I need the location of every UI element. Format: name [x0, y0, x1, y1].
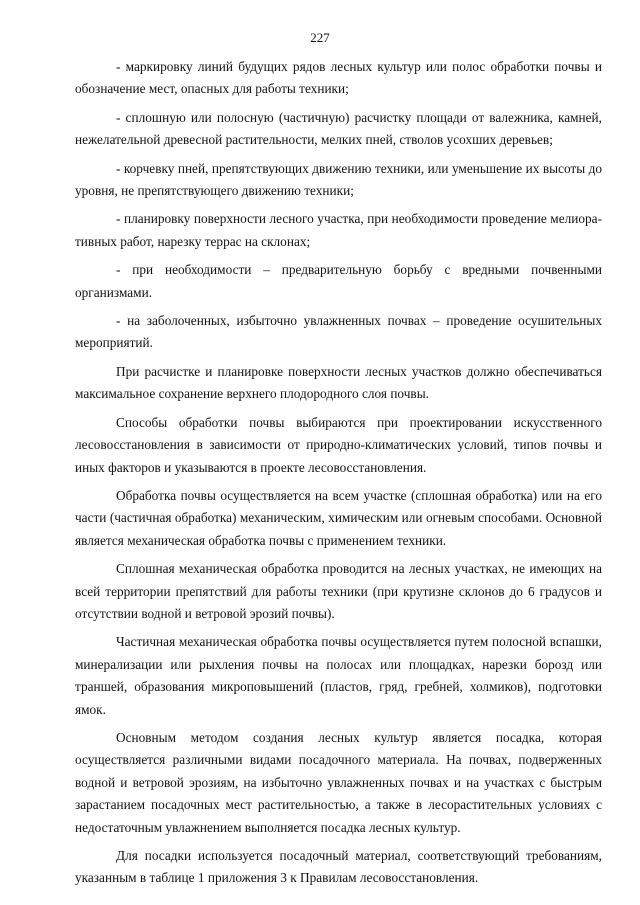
paragraph-tillage-types: Обработка почвы осуществляется на всем участке (сплошная обработка) или на его части (частичная обработка) механическим, химическим или огневым способами. Основной является механическая обработка почвы с применением техники.: [75, 487, 602, 548]
paragraph-partial-tillage: Частичная механическая обработка почвы осуществляется путем полосной вспашки, минерализации или рыхления почвы на полосах или площадках, нарезки борозд или траншей, образования микроповышений (пластов, гряд, гребней, холмиков), подготовки ямок.: [75, 634, 602, 717]
paragraph-continuous-tillage: Сплошная механическая обработка проводится на лесных участках, не имеющих на всей территории препятствий для работы техники (при крутизне склонов до 6 градусов и отсутствии водной и ветровой эрозий почвы).: [75, 561, 602, 621]
paragraph-tillage-methods: Способы обработки почвы выбираются при проектировании искусственного лесовосстановления в зависимости от природно-климатических условий, типов почвы и иных факторов и указываются в проекте лесовосстановления.: [75, 414, 602, 475]
list-item-clearing: - сплошную или полосную (частичную) расчистку площади от валежника, камней, нежелательной древесной растительности, мелких пней, стволов усохших деревьев;: [75, 109, 602, 148]
list-item-surface-planning: - планировку поверхности лесного участка, при необходимости проведение мелиоративных работ, нарезку террас на склонах;: [75, 211, 602, 249]
list-item-drainage: - на заболоченных, избыточно увлажненных почвах – проведение осушительных мероприятий.: [75, 313, 602, 351]
paragraph-topsoil-preservation: При расчистке и планировке поверхности лесных участков должно обеспечиваться максимальное сохранение верхнего плодородного слоя почвы.: [75, 363, 602, 402]
paragraph-planting-material: Для посадки используется посадочный материал, соответствующий требованиям, указанным в таблице 1 приложения 3 к Правилам лесовосстановления.: [75, 848, 602, 886]
list-item-stump-removal: - корчевку пней, препятствующих движению техники, или уменьшение их высоты до уровня, не препятствующего движению техники;: [75, 160, 602, 199]
list-item-pest-control: - при необходимости – предварительную борьбу с вредными почвенными организмами.: [75, 262, 602, 300]
paragraph-planting-method: Основным методом создания лесных культур является посадка, которая осуществляется различными видами посадочного материала. На почвах, подверженных водной и ветровой эрозиям, на избыточно увлажненных почвах и на участках с быстрым зарастанием посадочных мест растительностью, а также в лесорастительных условиях с недостаточным увлажнением выполняется посадка лесных культур.: [75, 729, 602, 835]
document-body: [75, 56, 602, 896]
list-item-marking: - маркировку линий будущих рядов лесных культур или полос обработки почвы и обозначение мест, опасных для работы техники;: [75, 59, 602, 97]
page-number: 227: [310, 30, 330, 45]
